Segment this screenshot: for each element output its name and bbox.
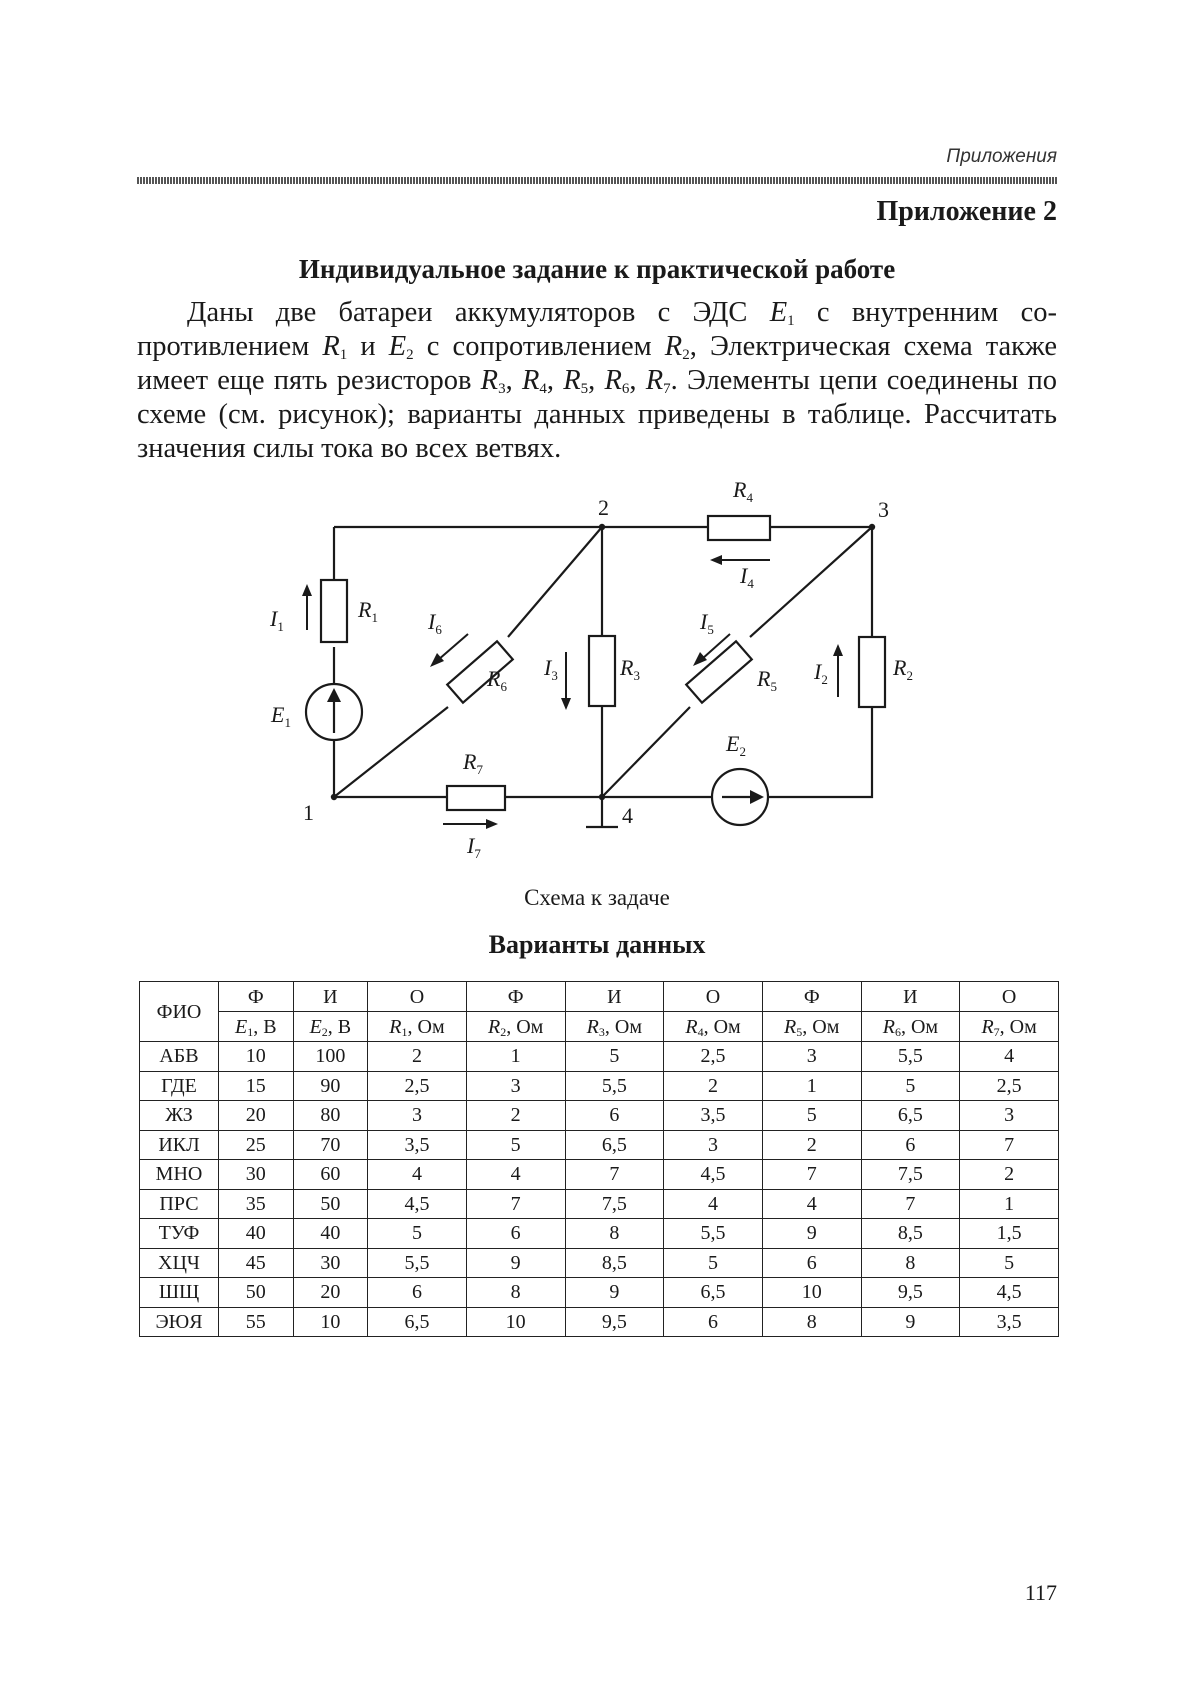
table-cell: 5 (762, 1101, 861, 1131)
table-cell: 9 (466, 1248, 565, 1278)
table-cell: 7 (466, 1189, 565, 1219)
table-cell: 2 (960, 1160, 1059, 1190)
table-cell: 30 (293, 1248, 368, 1278)
appendix-title: Приложение 2 (876, 196, 1057, 227)
ground-symbol (586, 797, 618, 827)
table-cell: 1 (762, 1071, 861, 1101)
node-3-label: 3 (878, 497, 889, 522)
param-r6: $R_6$, Ом (861, 1012, 960, 1042)
table-cell: 1 (960, 1189, 1059, 1219)
table-row (140, 1160, 1059, 1190)
table-cell: 8 (762, 1307, 861, 1337)
table-cell: 7 (565, 1160, 664, 1190)
letter-cell: И (565, 982, 664, 1012)
table-cell: 20 (219, 1101, 294, 1131)
row-name-cell: ХЦЧ (140, 1248, 219, 1278)
resistor-r5 (686, 641, 752, 702)
letter-cell: О (368, 982, 467, 1012)
table-cell: 45 (219, 1248, 294, 1278)
r2-label: $R_2$ (893, 655, 913, 683)
r3-label: $R_3$ (620, 655, 640, 683)
table-cell: 9,5 (565, 1307, 664, 1337)
row-name-cell: ШЩ (140, 1278, 219, 1308)
row-name-cell: АБВ (140, 1042, 219, 1072)
table-cell: 8 (565, 1219, 664, 1249)
table-cell: 4,5 (960, 1278, 1059, 1308)
table-cell: 5,5 (368, 1248, 467, 1278)
table-header-row-letters (140, 982, 1059, 1012)
table-cell: 5 (565, 1042, 664, 1072)
letter-cell: Ф (762, 982, 861, 1012)
r1-label: $R_1$ (358, 597, 378, 625)
table-cell: 35 (219, 1189, 294, 1219)
table-cell: 8 (861, 1248, 960, 1278)
table-cell: 4 (762, 1189, 861, 1219)
table-row (140, 1278, 1059, 1308)
table-cell: 6 (664, 1307, 763, 1337)
table-cell: 55 (219, 1307, 294, 1337)
resistor-r2 (859, 637, 885, 707)
table-cell: 8,5 (861, 1219, 960, 1249)
r7-label: $R_7$ (463, 749, 483, 777)
table-cell: 30 (219, 1160, 294, 1190)
resistor-r4 (708, 516, 770, 540)
table-row (140, 1071, 1059, 1101)
e2-label: $E_2$ (726, 731, 746, 759)
row-name-cell: МНО (140, 1160, 219, 1190)
table-cell: 3 (368, 1101, 467, 1131)
table-cell: 3 (762, 1042, 861, 1072)
table-cell: 60 (293, 1160, 368, 1190)
node-4-label: 4 (622, 803, 633, 828)
node-2-dot (599, 524, 605, 530)
param-e1: $E_1$, В (219, 1012, 294, 1042)
letter-cell: И (293, 982, 368, 1012)
table-cell: 7,5 (861, 1160, 960, 1190)
table-cell: 90 (293, 1071, 368, 1101)
table-cell: 7 (861, 1189, 960, 1219)
r5-label: $R_5$ (757, 666, 777, 694)
task-paragraph: Даны две батареи аккумуляторов с ЭДС $E_1$ с внутренним сопротивлением $R_1$ и $E_2$ с сопротивлением $R_2$, Электрическая схема также имеет еще пять резисторов $R_3$, $R_4$, $R_5$, $R_6$, $R_7$. Элементы цепи соединены по схеме (см. рисунок); варианты данных приведены в таблице. Рассчитать значения силы тока во всех ветвях. (137, 297, 1057, 464)
table-cell: 40 (293, 1219, 368, 1249)
table-cell: 7 (762, 1160, 861, 1190)
row-name-cell: ПРС (140, 1189, 219, 1219)
table-cell: 4 (664, 1189, 763, 1219)
table-row (140, 1248, 1059, 1278)
table-cell: 25 (219, 1130, 294, 1160)
table-cell: 6 (762, 1248, 861, 1278)
row-name-cell: ТУФ (140, 1219, 219, 1249)
letter-cell: Ф (219, 982, 294, 1012)
table-cell: 5 (466, 1130, 565, 1160)
row-name-cell: ГДЕ (140, 1071, 219, 1101)
table-cell: 9 (565, 1278, 664, 1308)
table-cell: 10 (762, 1278, 861, 1308)
node-3-dot (869, 524, 875, 530)
table-cell: 4 (960, 1042, 1059, 1072)
table-cell: 4 (368, 1160, 467, 1190)
table-cell: 5,5 (861, 1042, 960, 1072)
table-cell: 5 (960, 1248, 1059, 1278)
table-body (140, 1042, 1059, 1337)
variants-table (139, 981, 1059, 1337)
table-cell: 6,5 (565, 1130, 664, 1160)
table-cell: 6,5 (861, 1101, 960, 1131)
i2-label: $I_2$ (814, 659, 828, 687)
page-number: 117 (1024, 1580, 1057, 1605)
table-cell: 10 (293, 1307, 368, 1337)
table-header-row-params (140, 1012, 1059, 1042)
table-cell: 50 (219, 1278, 294, 1308)
table-cell: 6 (861, 1130, 960, 1160)
task-title: Индивидуальное задание к практической работе (298, 254, 896, 284)
table-cell: 4,5 (664, 1160, 763, 1190)
table-cell: 40 (219, 1219, 294, 1249)
table-cell: 2,5 (960, 1071, 1059, 1101)
table-cell: 70 (293, 1130, 368, 1160)
param-r7: $R_7$, Ом (960, 1012, 1059, 1042)
table-cell: 5 (368, 1219, 467, 1249)
r4-label: $R_4$ (733, 477, 753, 505)
param-e2: $E_2$, В (293, 1012, 368, 1042)
table-cell: 3,5 (960, 1307, 1059, 1337)
table-row (140, 1189, 1059, 1219)
table-cell: 3 (664, 1130, 763, 1160)
table-cell: 7,5 (565, 1189, 664, 1219)
resistor-r1 (321, 580, 347, 642)
table-cell: 3,5 (664, 1101, 763, 1131)
table-cell: 10 (219, 1042, 294, 1072)
table-row (140, 1042, 1059, 1072)
param-r4: $R_4$, Ом (664, 1012, 763, 1042)
table-cell: 2 (762, 1130, 861, 1160)
table-row (140, 1130, 1059, 1160)
node-4-dot (599, 794, 605, 800)
table-cell: 4 (466, 1160, 565, 1190)
table-cell: 6,5 (664, 1278, 763, 1308)
i6-label: $I_6$ (428, 609, 442, 637)
e1-label: $E_1$ (271, 702, 291, 730)
table-cell: 2 (368, 1042, 467, 1072)
table-cell: 9 (861, 1307, 960, 1337)
table-cell: 80 (293, 1101, 368, 1131)
table-cell: 7 (960, 1130, 1059, 1160)
table-row (140, 1307, 1059, 1337)
table-title: Варианты данных (488, 930, 706, 959)
table-cell: 5,5 (565, 1071, 664, 1101)
table-cell: 3,5 (368, 1130, 467, 1160)
table-cell: 20 (293, 1278, 368, 1308)
table-cell: 8 (466, 1278, 565, 1308)
param-r3: $R_3$, Ом (565, 1012, 664, 1042)
table-cell: 5,5 (664, 1219, 763, 1249)
row-name-cell: ЖЗ (140, 1101, 219, 1131)
r6-label: $R_6$ (487, 666, 507, 694)
letter-cell: О (960, 982, 1059, 1012)
table-cell: 1,5 (960, 1219, 1059, 1249)
resistor-r7 (447, 786, 505, 810)
table-cell: 4,5 (368, 1189, 467, 1219)
table-cell: 8,5 (565, 1248, 664, 1278)
letter-cell: Ф (466, 982, 565, 1012)
table-cell: 3 (960, 1101, 1059, 1131)
table-row (140, 1101, 1059, 1131)
node-1-label: 1 (303, 800, 314, 825)
i7-label: $I_7$ (467, 833, 481, 861)
table-cell: 100 (293, 1042, 368, 1072)
i5-label: $I_5$ (700, 609, 714, 637)
table-cell: 15 (219, 1071, 294, 1101)
table-cell: 2 (664, 1071, 763, 1101)
table-cell: 2,5 (368, 1071, 467, 1101)
resistor-r3 (589, 636, 615, 706)
table-cell: 10 (466, 1307, 565, 1337)
table-cell: 9,5 (861, 1278, 960, 1308)
table-cell: 6 (466, 1219, 565, 1249)
param-r1: $R_1$, Ом (368, 1012, 467, 1042)
row-name-cell: ИКЛ (140, 1130, 219, 1160)
letter-cell: О (664, 982, 763, 1012)
fio-header: ФИО (140, 982, 219, 1042)
table-cell: 5 (664, 1248, 763, 1278)
node-1-dot (331, 794, 337, 800)
table-cell: 2,5 (664, 1042, 763, 1072)
i1-label: $I_1$ (270, 606, 284, 634)
table-cell: 50 (293, 1189, 368, 1219)
i3-label: $I_3$ (544, 655, 558, 683)
table-cell: 2 (466, 1101, 565, 1131)
wire-3-4 (602, 527, 872, 797)
running-header: Приложения (946, 146, 1057, 167)
table-cell: 6 (368, 1278, 467, 1308)
param-r5: $R_5$, Ом (762, 1012, 861, 1042)
table-cell: 5 (861, 1071, 960, 1101)
table-cell: 6 (565, 1101, 664, 1131)
param-r2: $R_2$, Ом (466, 1012, 565, 1042)
row-name-cell: ЭЮЯ (140, 1307, 219, 1337)
figure-caption: Схема к задаче (524, 885, 670, 910)
current-arrows (302, 555, 843, 829)
node-2-label: 2 (598, 495, 609, 520)
table-cell: 3 (466, 1071, 565, 1101)
i4-label: $I_4$ (740, 563, 754, 591)
table-cell: 1 (466, 1042, 565, 1072)
letter-cell: И (861, 982, 960, 1012)
table-row (140, 1219, 1059, 1249)
table-cell: 6,5 (368, 1307, 467, 1337)
table-cell: 9 (762, 1219, 861, 1249)
